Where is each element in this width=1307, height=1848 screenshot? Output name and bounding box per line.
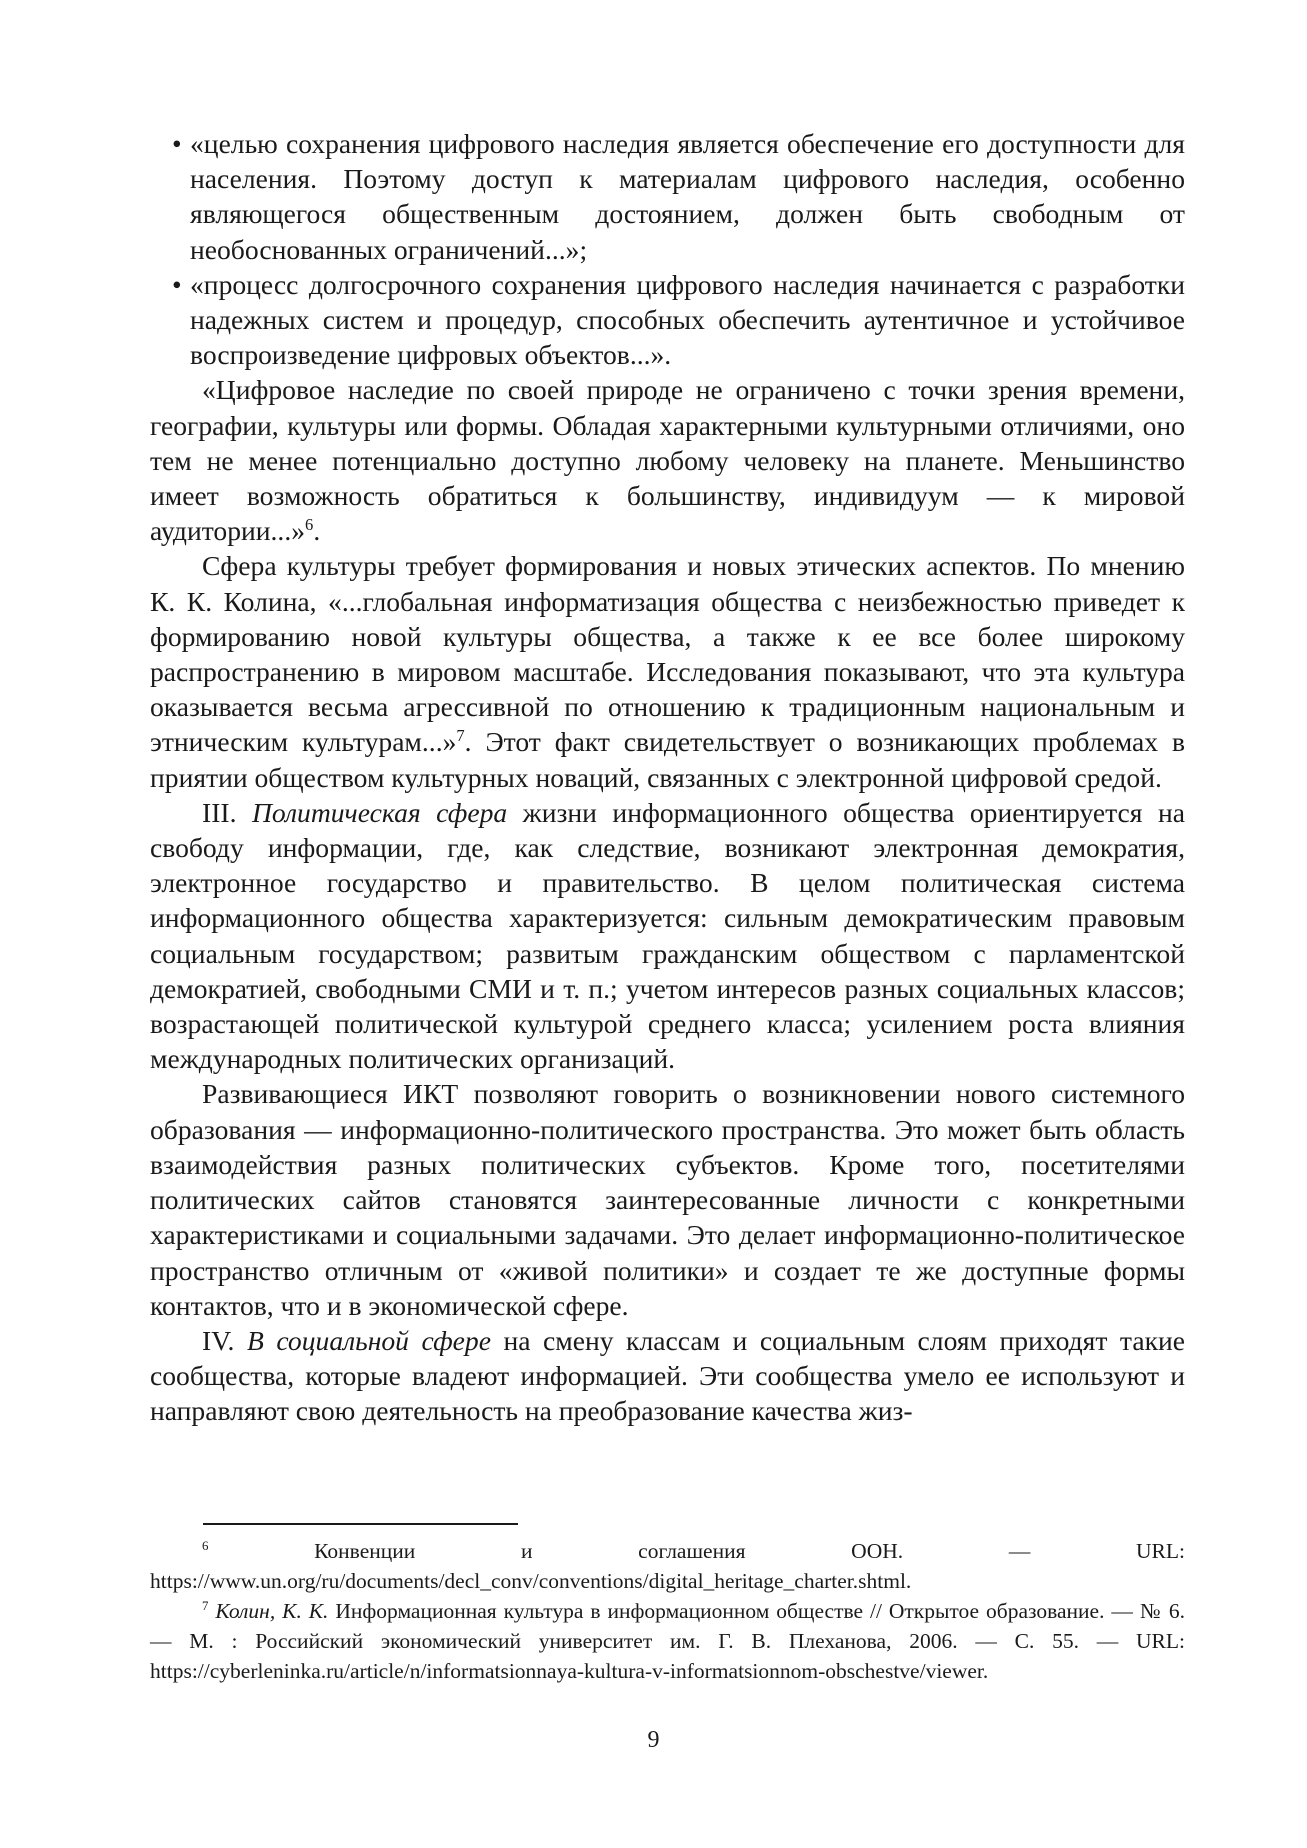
footnotes <box>150 1536 1185 1686</box>
footnote-ref: 7 <box>456 726 465 746</box>
paragraph: Развивающиеся ИКТ позволяют говорить о возникновении нового системного образования — информационно-политического пространства. Это может быть область взаимодействия разных политических субъектов. Кроме того, посетителями политических сайтов становятся заинтересованные личности с конкретными характеристиками и социальными задачами. Это делает информационно-политическое пространство отличным от «живой политики» и создает те же доступные формы контактов, что и в экономической сфере. <box>150 1078 1185 1321</box>
paragraph-text: жизни информационного общества ориентируется на свободу информации, где, как следствие, возникают электронная демократия, электронное государство и правительство. В целом политическая система информационного общества характеризуется: сильным демократическим правовым социальным государством; развитым гражданским обществом с парламентской демократией, свободными СМИ и т. п.; учетом интересов разных социальных классов; возрастающей политической культурой среднего класса; усилением роста влияния международных политических организаций. <box>150 796 1186 1075</box>
paragraph-text: «Цифровое наследие по своей природе не ограничено с точки зрения времени, географии, культуры или формы. Обладая характерными культурными отличиями, оно тем не менее потенциально доступно любому человеку на планете. Меньшинство имеет возможность обратиться к большинству, индивидуум — к мировой аудитории...» <box>150 374 1185 547</box>
italic-term: Политическая сфера <box>251 796 508 828</box>
paragraph <box>150 548 1185 794</box>
paragraph-text: Сфера культуры требует формирования и новых этических аспектов. По мнению К. К. Колина, «...глобальная информатизация общества с неизбежностью приведет к формированию новой культуры общества, а также к ее все более широкому распространению в мировом масштабе. Исследования показывают, что эта культура оказывается весьма агрессивной по отношению к традиционным национальным и этническим культурам...» <box>150 550 1185 758</box>
footnote-text: Информационная культура в информационном обществе // Открытое образование. — № 6. — М. : Российский экономический университет им. Г. В. Плеханова, 2006. — С. 55. — URL: https://cyberleninka.ru/article/n/informatsionnaya-kultura-v-informatsionnom-obschestve/viewer. <box>150 1599 1185 1683</box>
paragraph-text-end: . Этот факт свидетельствует о возникающих проблемах в приятии обществом культурных новаций, связанных с электронной цифровой средой. <box>150 726 1185 793</box>
bullet-text: «процесс долгосрочного сохранения цифрового наследия начинается с разработки надежных систем и процедур, способных обеспечить аутентичное и устойчивое воспроизведение цифровых объектов...». <box>190 268 1185 371</box>
paragraph <box>150 1323 1185 1429</box>
footnote-divider <box>203 1523 518 1525</box>
paragraph <box>150 795 1185 1077</box>
bullet-item <box>150 267 1185 373</box>
footnote-author: Колин, К. К. <box>208 1599 329 1623</box>
footnote <box>150 1536 1185 1596</box>
page-number: 9 <box>647 1727 660 1753</box>
paragraph <box>150 372 1185 548</box>
paragraph-text-end: . <box>313 515 321 547</box>
bullet-dot-icon: • <box>172 268 182 300</box>
footnote <box>150 1596 1185 1686</box>
paragraph-text: на смену классам и социальным слоям приходят такие сообщества, которые владеют информацией. Эти сообщества умело ее используют и направляют свою деятельность на преобразование качества жиз- <box>150 1324 1185 1427</box>
footnote-text: Конвенции и соглашения ООН. — URL: https://www.un.org/ru/documents/decl_conv/conventions/digital_heritage_charter.shtml. <box>150 1539 1185 1593</box>
bullet-dot-icon: • <box>172 128 182 159</box>
bullet-text: «целью сохранения цифрового наследия является обеспечение его доступности для населения. Поэтому доступ к материалам цифрового наследия, особенно являющегося общественным достоянием, должен быть свободным от необоснованных ограничений...»; <box>190 128 1185 265</box>
section-number: III. <box>202 796 252 828</box>
bullet-item <box>150 126 1185 267</box>
footnote-number: 7 <box>202 1598 209 1613</box>
main-text <box>150 126 1185 1429</box>
footnote-number: 6 <box>202 1538 209 1553</box>
italic-term: В социальной сфере <box>246 1324 491 1356</box>
section-number: IV. <box>202 1324 247 1356</box>
footnote-ref: 6 <box>305 515 314 535</box>
